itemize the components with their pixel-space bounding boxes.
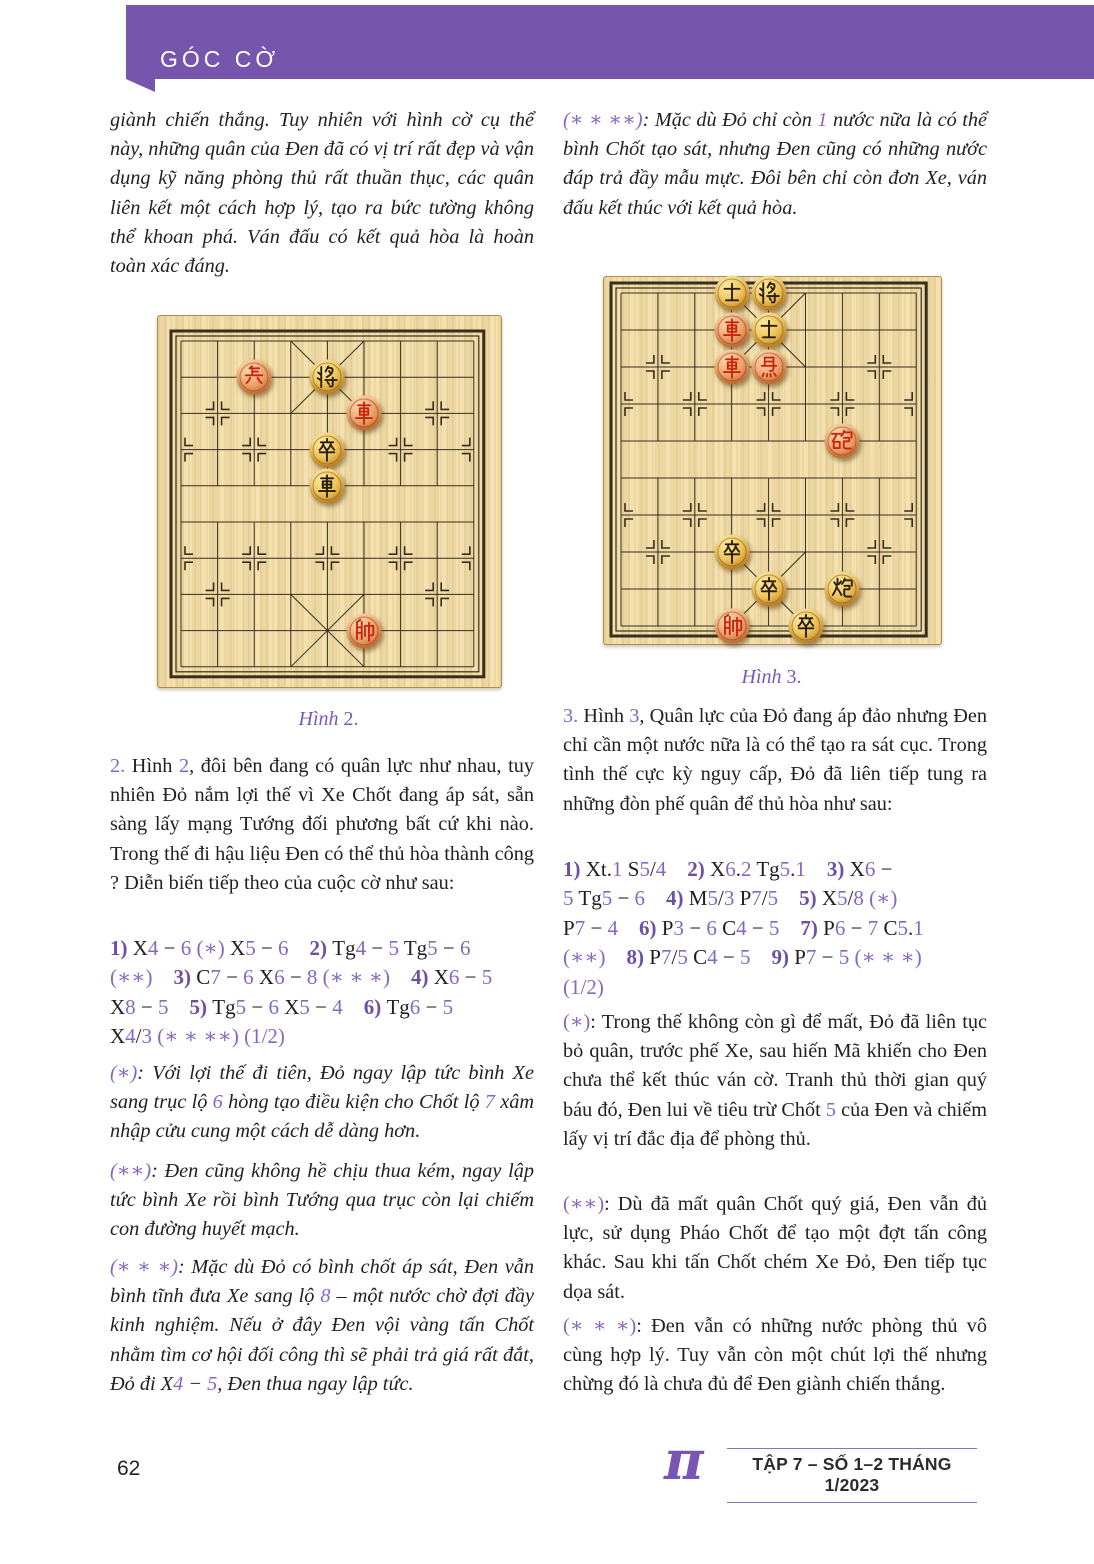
black-cannon-piece bbox=[825, 572, 860, 607]
figure-caption-number: 3. bbox=[786, 666, 802, 688]
move-line: X4/3 (∗ ∗ ∗∗) (1/2) bbox=[110, 1024, 285, 1049]
piece-character-卒 bbox=[793, 614, 818, 639]
red-horse-piece bbox=[751, 350, 786, 385]
xiangqi-board-figure-3 bbox=[603, 276, 942, 645]
header-banner-fold bbox=[126, 79, 155, 92]
piece-character-卒 bbox=[719, 540, 744, 565]
issue-info: TẬP 7 – SỐ 1–2 THÁNG 1/2023 bbox=[727, 1448, 977, 1503]
black-soldier-piece bbox=[310, 432, 345, 467]
black-general-piece bbox=[751, 276, 786, 311]
black-soldier-piece bbox=[788, 609, 823, 644]
piece-character-将 bbox=[315, 365, 340, 390]
piece-character-炮 bbox=[830, 577, 855, 602]
figure-caption-label: Hình bbox=[741, 666, 782, 688]
figure-caption-label: Hình bbox=[298, 708, 339, 730]
page-section-title: GÓC CỜ bbox=[160, 46, 280, 72]
move-list-figure-3 bbox=[563, 855, 993, 1002]
paragraph-intro: giành chiến thắng. Tuy nhiên với hình cờ cụ thể này, những quân của Đen đã có vị trí rất đẹp và vận dụng kỹ năng phòng thủ rất thuần thục, các quân liên kết một cách hợp lý, tạo ra bức tường không thể khoan phá. Ván đấu có kết quả hòa là hoàn toàn xác đáng. bbox=[110, 109, 534, 278]
black-chariot-piece bbox=[310, 468, 345, 503]
footnote-3star-left: (∗ ∗ ∗): Mặc dù Đỏ có bình chốt áp sát, Đen vẫn bình tĩnh đưa Xe sang lộ 8 – một nước chờ đợi đầy kinh nghiệm. Nếu ở đây Đen vội vàng tấn Chốt nhằm tìm cơ hội đối công thì sẽ phải trả giá rất đắt, Đỏ đi X4 − 5, Đen thua ngay lập tức. bbox=[110, 1256, 534, 1395]
figure-caption-number: 2. bbox=[343, 708, 359, 730]
piece-character-車 bbox=[315, 473, 340, 498]
piece-character-車 bbox=[719, 318, 744, 343]
paragraph-section-3: 3. Hình 3, Quân lực của Đỏ đang áp đảo nhưng Đen chỉ cần một nước nữa là có thể tạo ra sát cục. Trong tình thế cực kỳ nguy cấp, Đỏ đã liên tiếp tung ra những đòn phế quân để thủ hòa như sau: bbox=[563, 705, 987, 815]
footnote-star-left: (∗): Với lợi thế đi tiên, Đỏ ngay lập tức bình Xe sang trục lộ 6 hòng tạo điều kiện cho Chốt lộ 7 xâm nhập cửu cung một cách dễ dàng hơn. bbox=[110, 1062, 534, 1143]
piece-character-車 bbox=[719, 355, 744, 380]
move-line: 5 Tg5 − 6 4) M5/3 P7/5 5) X5/8 (∗) bbox=[563, 886, 898, 911]
paragraph-section-2: 2. Hình 2, đôi bên đang có quân lực như nhau, tuy nhiên Đỏ nắm lợi thế vì Xe Chốt đang áp sát, sẵn sàng lấy mạng Tướng đối phương bất cứ khi nào. Trong thế đi hậu liệu Đen có thể thủ hòa thành công ? Diễn biến tiếp theo của cuộc cờ như sau: bbox=[110, 755, 534, 894]
move-line: (1/2) bbox=[563, 974, 604, 999]
black-soldier-piece bbox=[751, 572, 786, 607]
piece-character-兵 bbox=[242, 365, 267, 390]
figure-3-caption bbox=[603, 666, 940, 689]
red-general-piece bbox=[347, 613, 382, 648]
piece-character-士 bbox=[756, 318, 781, 343]
black-advisor-piece bbox=[751, 313, 786, 348]
move-line: 1) Xt.1 S5/4 2) X6.2 Tg5.1 3) X6 − bbox=[563, 857, 893, 881]
piece-character-馬 bbox=[756, 355, 781, 380]
move-line: X8 − 5 5) Tg5 − 6 X5 − 4 6) Tg6 − 5 bbox=[110, 994, 454, 1019]
piece-character-車 bbox=[352, 401, 377, 426]
header-banner bbox=[126, 5, 1094, 79]
red-soldier-piece bbox=[237, 360, 272, 395]
footnote-2star-left: (∗∗): Đen cũng không hề chịu thua kém, ngay lập tức bình Xe rồi bình Tướng qua trục còn lại chiếm con đường huyết mạch. bbox=[110, 1160, 534, 1241]
piece-character-砲 bbox=[830, 429, 855, 454]
red-chariot-piece bbox=[714, 313, 749, 348]
move-line: 1) X4 − 6 (∗) X5 − 6 2) Tg4 − 5 Tg5 − 6 bbox=[110, 936, 471, 960]
footnote-3star-right: (∗ ∗ ∗): Đen vẫn có những nước phòng thủ vô cùng hợp lý. Tuy vẫn còn một chút lợi thế nhưng chừng đó là chưa đủ để Đen giành chiến thắng. bbox=[563, 1315, 987, 1396]
move-line: (∗∗) 8) P7/5 C4 − 5 9) P7 − 5 (∗ ∗ ∗) bbox=[563, 945, 922, 970]
piece-character-士 bbox=[719, 281, 744, 306]
page-number: 62 bbox=[117, 1457, 141, 1480]
red-chariot-piece bbox=[347, 396, 382, 431]
piece-character-卒 bbox=[315, 437, 340, 462]
black-advisor-piece bbox=[714, 276, 749, 311]
black-soldier-piece bbox=[714, 535, 749, 570]
xiangqi-board-figure-2 bbox=[157, 315, 502, 688]
pi-logo-icon: π bbox=[664, 1428, 704, 1492]
piece-character-将 bbox=[756, 281, 781, 306]
black-general-piece bbox=[310, 360, 345, 395]
footnote-star-right: (∗): Trong thế không còn gì để mất, Đỏ đã liên tục bỏ quân, trước phế Xe, sau hiến Mã khiến cho Đen chưa thể kết thúc ván cờ. Tranh thủ thời gian quý báu đó, Đen lui về tiêu trừ Chốt 5 của Đen và chiếm lấy vị trí đắc địa để phòng thủ. bbox=[563, 1011, 987, 1150]
red-chariot-piece bbox=[714, 350, 749, 385]
piece-character-卒 bbox=[756, 577, 781, 602]
red-cannon-piece bbox=[825, 424, 860, 459]
footnote-2star-right: (∗∗): Dù đã mất quân Chốt quý giá, Đen vẫn đủ lực, sử dụng Pháo Chốt để tạo một đợt tấn công khác. Sau khi tấn Chốt chém Xe Đỏ, Đen tiếp tục dọa sát. bbox=[563, 1193, 987, 1303]
move-line: P7 − 4 6) P3 − 6 C4 − 5 7) P6 − 7 C5.1 bbox=[563, 915, 924, 940]
move-list-figure-2 bbox=[110, 934, 540, 1052]
move-line: (∗∗) 3) C7 − 6 X6 − 8 (∗ ∗ ∗) 4) X6 − 5 bbox=[110, 965, 493, 990]
footnote-4star-right: (∗ ∗ ∗∗): Mặc dù Đỏ chỉ còn 1 nước nữa là có thể bình Chốt tạo sát, nhưng Đen cũng có những nước đáp trả đầy mẫu mực. Đôi bên chỉ còn đơn Xe, ván đấu kết thúc với kết quả hòa. bbox=[563, 109, 988, 219]
figure-2-caption bbox=[157, 708, 500, 731]
red-general-piece bbox=[714, 609, 749, 644]
piece-character-帥 bbox=[352, 618, 377, 643]
piece-character-帥 bbox=[719, 614, 744, 639]
